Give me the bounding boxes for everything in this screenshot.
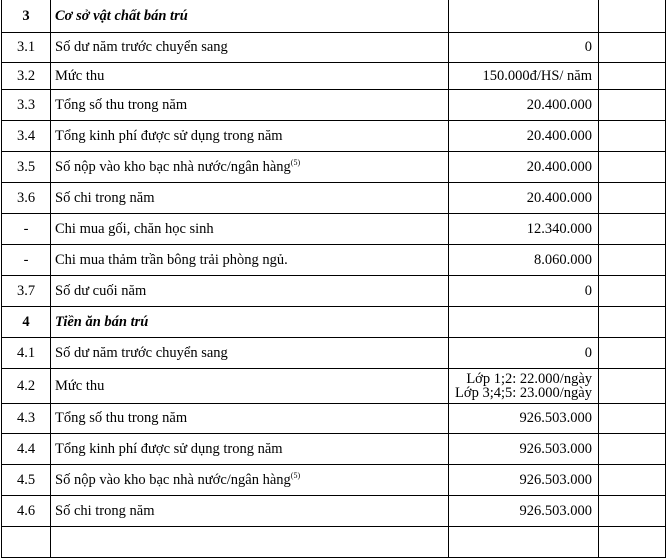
table-row [2,214,666,245]
empty-cell [599,338,666,369]
row-value: 150.000đ/HS/ năm [449,63,599,90]
row-description [51,183,449,214]
table-row [2,245,666,276]
description-text: Số nộp vào kho bạc nhà nước/ngân hàng [55,158,291,175]
row-description [51,63,449,90]
row-number: 3 [2,0,51,33]
row-number: 4.2 [2,369,51,404]
row-value: 0 [449,33,599,63]
row-value: 20.400.000 [449,152,599,183]
description-text: Tổng số thu trong năm [55,410,188,426]
section-row [2,307,666,338]
row-description [51,527,449,558]
table-row [2,63,666,90]
section-row [2,0,666,33]
row-value: 926.503.000 [449,404,599,434]
row-value: 926.503.000 [449,496,599,527]
empty-cell [599,152,666,183]
description-text: Tổng kinh phí được sử dụng trong năm [55,127,283,144]
row-description [51,33,449,63]
empty-cell [599,214,666,245]
row-number: 3.5 [2,152,51,183]
row-value: 0 [449,276,599,307]
empty-cell [599,404,666,434]
row-number [2,527,51,558]
empty-cell [599,183,666,214]
table-row [2,527,666,558]
row-description [51,245,449,276]
finance-table [1,0,666,558]
description-text: Số chi trong năm [55,502,155,519]
row-value: 20.400.000 [449,90,599,121]
table-row [2,276,666,307]
empty-cell [599,307,666,338]
row-number: 3.2 [2,63,51,90]
table-row [2,183,666,214]
empty-cell [599,369,666,404]
row-value [449,307,599,338]
description-text: Chi mua gối, chăn học sinh [55,220,214,237]
description-text: Số dư năm trước chuyển sang [55,39,228,55]
empty-cell [599,63,666,90]
empty-cell [599,245,666,276]
empty-cell [599,90,666,121]
table-row [2,33,666,63]
row-number: 3.6 [2,183,51,214]
row-description [51,369,449,404]
table-row [2,465,666,496]
description-text: Số chi trong năm [55,189,155,206]
row-number: 4.3 [2,404,51,434]
empty-cell [599,496,666,527]
row-number: - [2,245,51,276]
description-text: Mức thu [55,67,105,84]
row-value: 12.340.000 [449,214,599,245]
row-number: 4.1 [2,338,51,369]
empty-cell [599,434,666,465]
table-row [2,496,666,527]
row-number: 4 [2,307,51,338]
footnote-marker: (5) [290,470,301,480]
description-text: Mức thu [55,377,105,394]
row-description [51,307,449,338]
row-description [51,496,449,527]
row-description [51,338,449,369]
description-text: Số nộp vào kho bạc nhà nước/ngân hàng [55,471,291,488]
table-row [2,338,666,369]
table-row [2,434,666,465]
finance-table-body [2,0,666,558]
description-text: Chi mua thảm trần bông trải phòng ngủ. [55,251,288,268]
row-value [449,369,599,404]
table-row [2,121,666,152]
description-text: Tổng kinh phí được sử dụng trong năm [55,440,283,457]
multi-line-value [449,372,592,400]
value-line: Lớp 3;4;5: 23.000/ngày [455,385,592,401]
row-description [51,465,449,496]
description-text: Số dư năm trước chuyển sang [55,344,228,361]
row-number: 4.5 [2,465,51,496]
row-description [51,276,449,307]
empty-cell [599,0,666,33]
row-description [51,121,449,152]
row-number: 4.4 [2,434,51,465]
row-number: 3.1 [2,33,51,63]
row-description [51,434,449,465]
row-value: 926.503.000 [449,434,599,465]
row-description [51,404,449,434]
row-description [51,90,449,121]
row-number: 3.7 [2,276,51,307]
description-text: Số dư cuối năm [55,282,147,299]
row-number: 3.4 [2,121,51,152]
empty-cell [599,33,666,63]
row-value: 926.503.000 [449,465,599,496]
table-row [2,152,666,183]
row-value: 0 [449,338,599,369]
row-description [51,0,449,33]
description-text: Tổng số thu trong năm [55,96,188,113]
description-text: Cơ sở vật chất bán trú [55,7,188,24]
empty-cell [599,276,666,307]
row-number: 4.6 [2,496,51,527]
row-description [51,214,449,245]
row-value: 20.400.000 [449,121,599,152]
value-line: Lớp 1;2: 22.000/ngày [466,371,592,387]
row-description [51,152,449,183]
row-value: 20.400.000 [449,183,599,214]
row-number: - [2,214,51,245]
empty-cell [599,465,666,496]
description-text: Tiền ăn bán trú [55,313,149,330]
empty-cell [599,527,666,558]
footnote-marker: (5) [290,157,301,167]
row-value [449,527,599,558]
row-value: 8.060.000 [449,245,599,276]
table-row [2,90,666,121]
table-row [2,369,666,404]
empty-cell [599,121,666,152]
table-row [2,404,666,434]
row-number: 3.3 [2,90,51,121]
row-value [449,0,599,33]
